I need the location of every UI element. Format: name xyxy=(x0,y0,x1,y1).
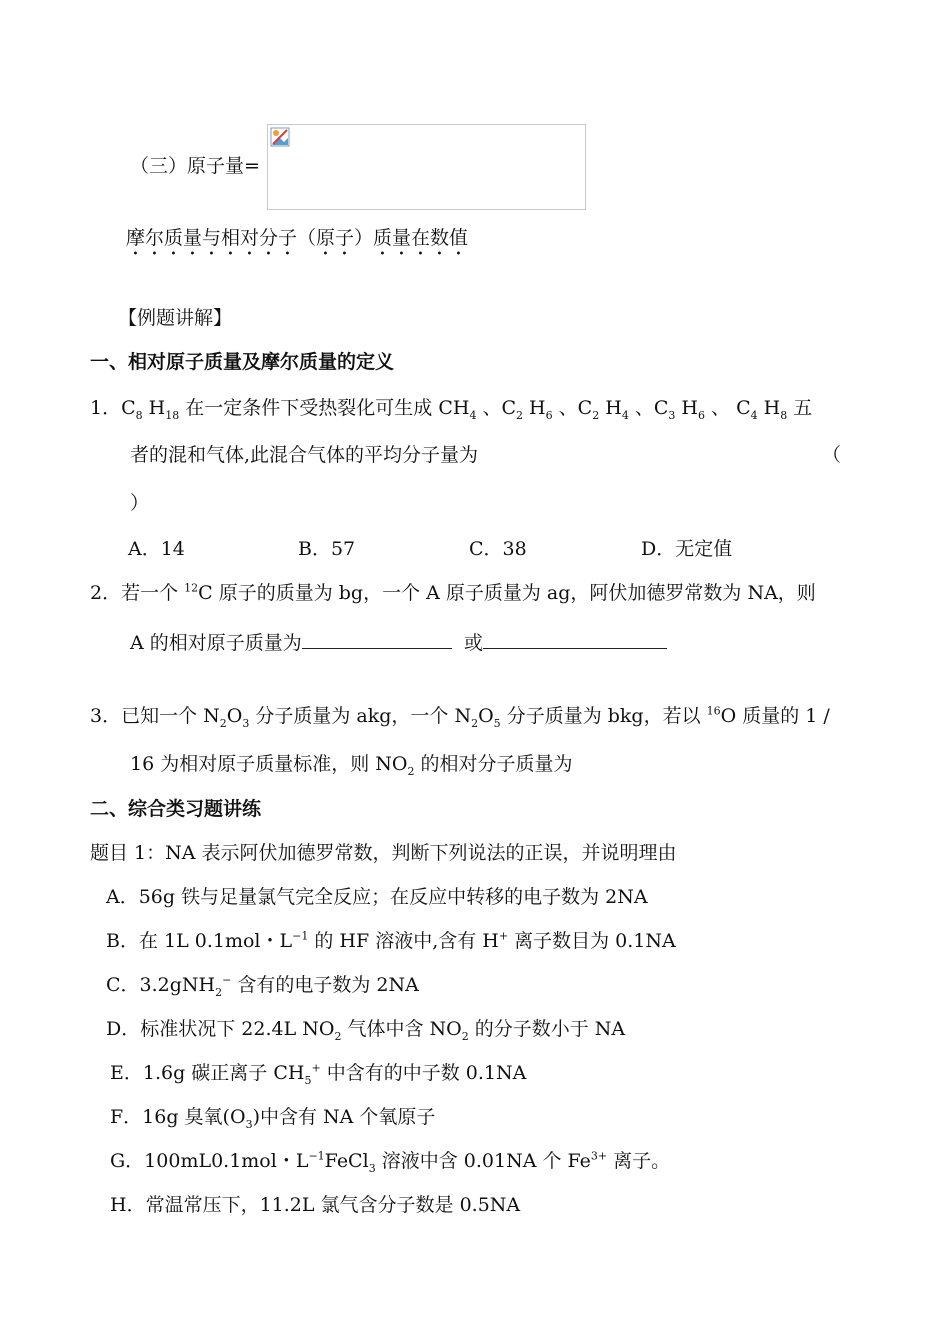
option-c: C．38 xyxy=(469,538,527,560)
examples-header: 【例题讲解】 xyxy=(118,307,233,329)
item-e: E．1.6g 碳正离子 $CH_5^+$ 中含有的中子数 0.1NA xyxy=(110,1061,527,1087)
item-d: D．标准状况下 22.4L $NO_2$ 气体中含 $NO_2$ 的分子数小于 NA xyxy=(106,1018,626,1043)
option-b: B．57 xyxy=(298,538,356,560)
option-d: D．无定值 xyxy=(641,538,733,560)
question-1-line2: 者的混和气体,此混合气体的平均分子量为 xyxy=(130,444,479,466)
item-g: G．100mL0.1mol・$L^{-1}FeCl_3$ 溶液中含 0.01NA 个 $Fe^{3+}$ 离子。 xyxy=(110,1149,671,1175)
answer-paren-close: ） xyxy=(130,492,150,514)
question-2-line1: 2．若一个 $^{12}$C 原子的质量为 bg，一个 A 原子质量为 ag，阿伏加德罗常数为 NA，则 xyxy=(90,581,816,604)
molar-mass-note: 摩尔质量与相对分子（原子）质量在数值 xyxy=(126,227,469,249)
atomic-weight-label: （三）原子量= xyxy=(130,155,260,177)
item-f: F．16g 臭氧$(O_3)$中含有 NA 个氧原子 xyxy=(110,1106,436,1131)
part1-title: 一、相对原子质量及摩尔质量的定义 xyxy=(90,351,395,373)
item-b: B．在 1L 0.1mol・$L^{-1}$ 的 HF 溶液中,含有 H+ 离子数目为 0.1NA xyxy=(106,929,676,952)
answer-paren-open: （ xyxy=(822,444,842,466)
option-a: A．14 xyxy=(128,538,185,560)
answer-blank-1[interactable] xyxy=(302,630,452,649)
item-h: H．常温常压下，11.2L 氯气含分子数是 0.5NA xyxy=(110,1194,521,1216)
part2-title: 二、综合类习题讲练 xyxy=(90,798,262,820)
question-3-line1: 3．已知一个 $N_2O_3$ 分子质量为 akg，一个 $N_2O_5$ 分子质量为 bkg，若以 $^{16}$O 质量的 1 / xyxy=(90,704,830,730)
question-2-line2: A 的相对原子质量为 或 xyxy=(130,630,667,655)
question-1-line1: 1．$C_8$ $H_{18}$ 在一定条件下受热裂化可生成 $CH_4$ 、$C_2$ $H_6$ 、$C_2$ $H_4$ 、$C_3$ $H_6$ 、 $C_4$ $H_8$ 五 xyxy=(90,397,813,422)
item-c: C．3.2gNH$_2$− 含有的电子数为 2NA xyxy=(106,973,419,999)
topic-1: 题目 1：NA 表示阿伏加德罗常数，判断下列说法的正误，并说明理由 xyxy=(90,842,677,864)
answer-blank-2[interactable] xyxy=(483,630,667,649)
broken-image-icon xyxy=(270,127,290,147)
item-a: A．56g 铁与足量氯气完全反应；在反应中转移的电子数为 2NA xyxy=(106,886,648,908)
question-3-line2: 16 为相对原子质量标准，则 $NO_2$ 的相对分子质量为 xyxy=(130,753,573,778)
formula-image-placeholder xyxy=(267,124,586,210)
